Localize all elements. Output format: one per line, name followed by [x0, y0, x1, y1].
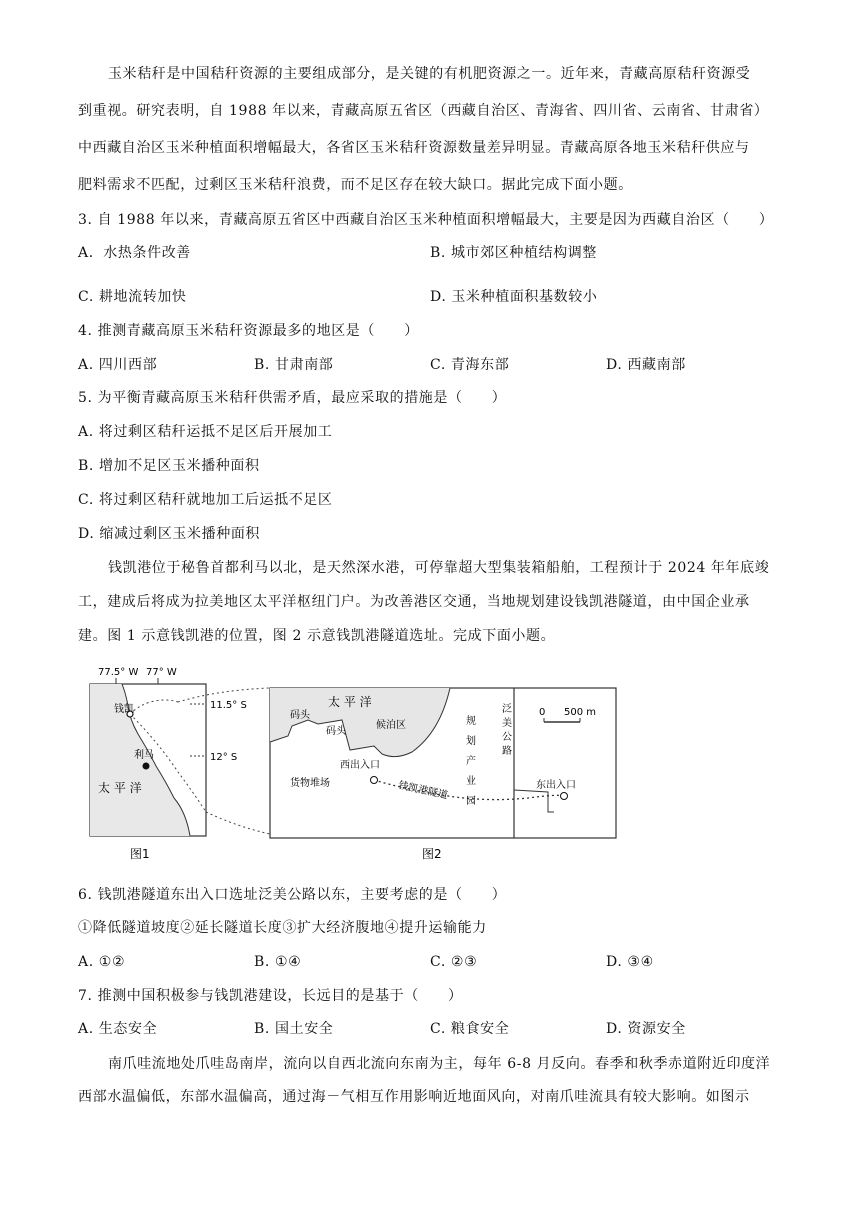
question-7-option-d: D. 资源安全 — [606, 1021, 686, 1037]
passage1-line-2: 到重视。研究表明，自 1988 年以来，青藏高原五省区（西藏自治区、青海省、四川省、云南省、甘肃省） — [78, 103, 769, 119]
question-6-statements: ①降低隧道坡度②延长隧道长度③扩大经济腹地④提升运输能力 — [78, 920, 487, 936]
figure-2-highway-char-3: 公 — [502, 732, 512, 743]
figure-2-scale-zero: 0 — [539, 707, 546, 718]
figure-1-ocean-label: 太 平 洋 — [98, 781, 142, 795]
question-6-stem: 6. 钱凯港隧道东出入口选址泛美公路以东，主要考虑的是（ ） — [78, 887, 507, 903]
figure-2-ocean-label: 太 平 洋 — [328, 695, 372, 709]
question-3-option-c: C. 耕地流转加快 — [78, 289, 187, 305]
question-4-option-b: B. 甘肃南部 — [254, 357, 334, 373]
question-3-stem: 3. 自 1988 年以来，青藏高原五省区中西藏自治区玉米种植面积增幅最大，主要是因为西藏自治区（ ） — [78, 212, 774, 228]
figure-1-city-label: 利马 — [134, 750, 154, 761]
figure-connector-bottom — [206, 812, 270, 834]
figure-1-lon1-label: 77.5° W — [98, 667, 139, 678]
figure-2-park-char-2: 划 — [466, 736, 476, 747]
figure-2-highway-char-4: 路 — [502, 746, 512, 757]
passage2-line-1: 钱凯港位于秘鲁首都利马以北，是天然深水港，可停靠超大型集装箱船舶，工程预计于 2024 年年底竣 — [108, 560, 770, 576]
question-7-option-a: A. 生态安全 — [78, 1021, 158, 1037]
figure-2-west-entrance-label: 西出入口 — [340, 760, 380, 771]
passage2-line-3: 建。图 1 示意钱凯港的位置，图 2 示意钱凯港隧道选址。完成下面小题。 — [78, 628, 556, 644]
question-5-option-c: C. 将过剩区秸秆就地加工后运抵不足区 — [78, 492, 333, 508]
figure-1-lon2-label: 77° W — [146, 667, 177, 678]
passage1-line-3: 中西藏自治区玉米种植面积增幅最大，各省区玉米秸秆资源数量差异明显。青藏高原各地玉米秸秆供应与 — [78, 140, 750, 156]
question-5-option-b: B. 增加不足区玉米播种面积 — [78, 458, 260, 474]
figure-2-wharf1-label: 码头 — [290, 710, 310, 721]
question-6-option-b: B. ①④ — [254, 954, 302, 970]
passage3-line-1: 南爪哇流地处爪哇岛南岸，流向以自西北流向东南为主，每年 6-8 月反向。春季和秋季赤道附近印度洋 — [108, 1056, 771, 1072]
question-5-option-d: D. 缩减过剩区玉米播种面积 — [78, 526, 261, 542]
figure-1-map — [90, 667, 247, 861]
question-4-option-a: A. 四川西部 — [78, 357, 158, 373]
question-6-option-d: D. ③④ — [606, 954, 654, 970]
figure-2-west-entrance-point — [371, 777, 378, 784]
figure-1-lima-point — [143, 763, 149, 769]
figure-2-tunnel-label: 钱凯港隧道 — [397, 780, 449, 802]
figure-2-park-char-1: 规 — [466, 716, 476, 727]
figure-2-park-char-3: 产 — [466, 756, 476, 767]
figure-2-east-entrance-point — [561, 793, 568, 800]
figure-2-wharf2-label: 码头 — [326, 726, 346, 737]
figure-2-caption: 图2 — [422, 847, 442, 861]
figure-2-east-entrance-label: 东出入口 — [536, 780, 576, 791]
figure-2-map — [270, 688, 616, 861]
figure-1-lat2-label: 12° S — [210, 752, 238, 763]
question-6-option-a: A. ①② — [78, 954, 126, 970]
question-3-option-a: A．水热条件改善 — [78, 245, 191, 261]
question-7-option-c: C. 粮食安全 — [430, 1021, 510, 1037]
figure-1-caption: 图1 — [130, 847, 150, 861]
question-3-option-d: D. 玉米种植面积基数较小 — [430, 289, 598, 305]
passage3-line-2: 西部水温偏低，东部水温偏高，通过海－气相互作用影响近地面风向，对南爪哇流具有较大影响。如图示 — [78, 1089, 750, 1105]
figure-1-port-label: 钱凯 — [114, 704, 134, 715]
passage1-line-1: 玉米秸秆是中国秸秆资源的主要组成部分，是关键的有机肥资源之一。近年来，青藏高原秸秆资源受 — [108, 66, 751, 82]
figure-2-scale-label: 500 m — [564, 707, 597, 718]
figure-group — [78, 662, 638, 872]
question-3-option-b: B. 城市郊区种植结构调整 — [430, 245, 597, 261]
question-7-stem: 7. 推测中国积极参与钱凯港建设，长远目的是基于（ ） — [78, 988, 463, 1004]
question-4-option-c: C. 青海东部 — [430, 357, 510, 373]
figure-2-anchorage-label: 候泊区 — [376, 720, 406, 731]
figure-2-highway-char-2: 美 — [502, 718, 512, 729]
question-4-option-d: D. 西藏南部 — [606, 357, 686, 373]
figure-2-cargo-yard-label: 货物堆场 — [290, 778, 330, 789]
figure-2-park-char-4: 业 — [466, 776, 476, 787]
question-5-stem: 5. 为平衡青藏高原玉米秸秆供需矛盾，最应采取的措施是（ ） — [78, 390, 507, 406]
question-7-option-b: B. 国土安全 — [254, 1021, 334, 1037]
figure-2-highway-char-1: 泛 — [502, 704, 512, 715]
figure-1-lat1-label: 11.5° S — [210, 700, 247, 711]
figure-2-park-char-5: 园 — [466, 796, 476, 807]
passage2-line-2: 工，建成后将成为拉美地区太平洋枢纽门户。为改善港区交通，当地规划建设钱凯港隧道，由中国企业承 — [78, 594, 750, 610]
question-6-option-c: C. ②③ — [430, 954, 478, 970]
passage1-line-4: 肥料需求不匹配，过剩区玉米秸秆浪费，而不足区存在较大缺口。据此完成下面小题。 — [78, 177, 633, 193]
question-4-stem: 4. 推测青藏高原玉米秸秆资源最多的地区是（ ） — [78, 323, 419, 339]
question-5-option-a: A. 将过剩区秸秆运抵不足区后开展加工 — [78, 424, 333, 440]
figure-svg — [78, 662, 638, 872]
